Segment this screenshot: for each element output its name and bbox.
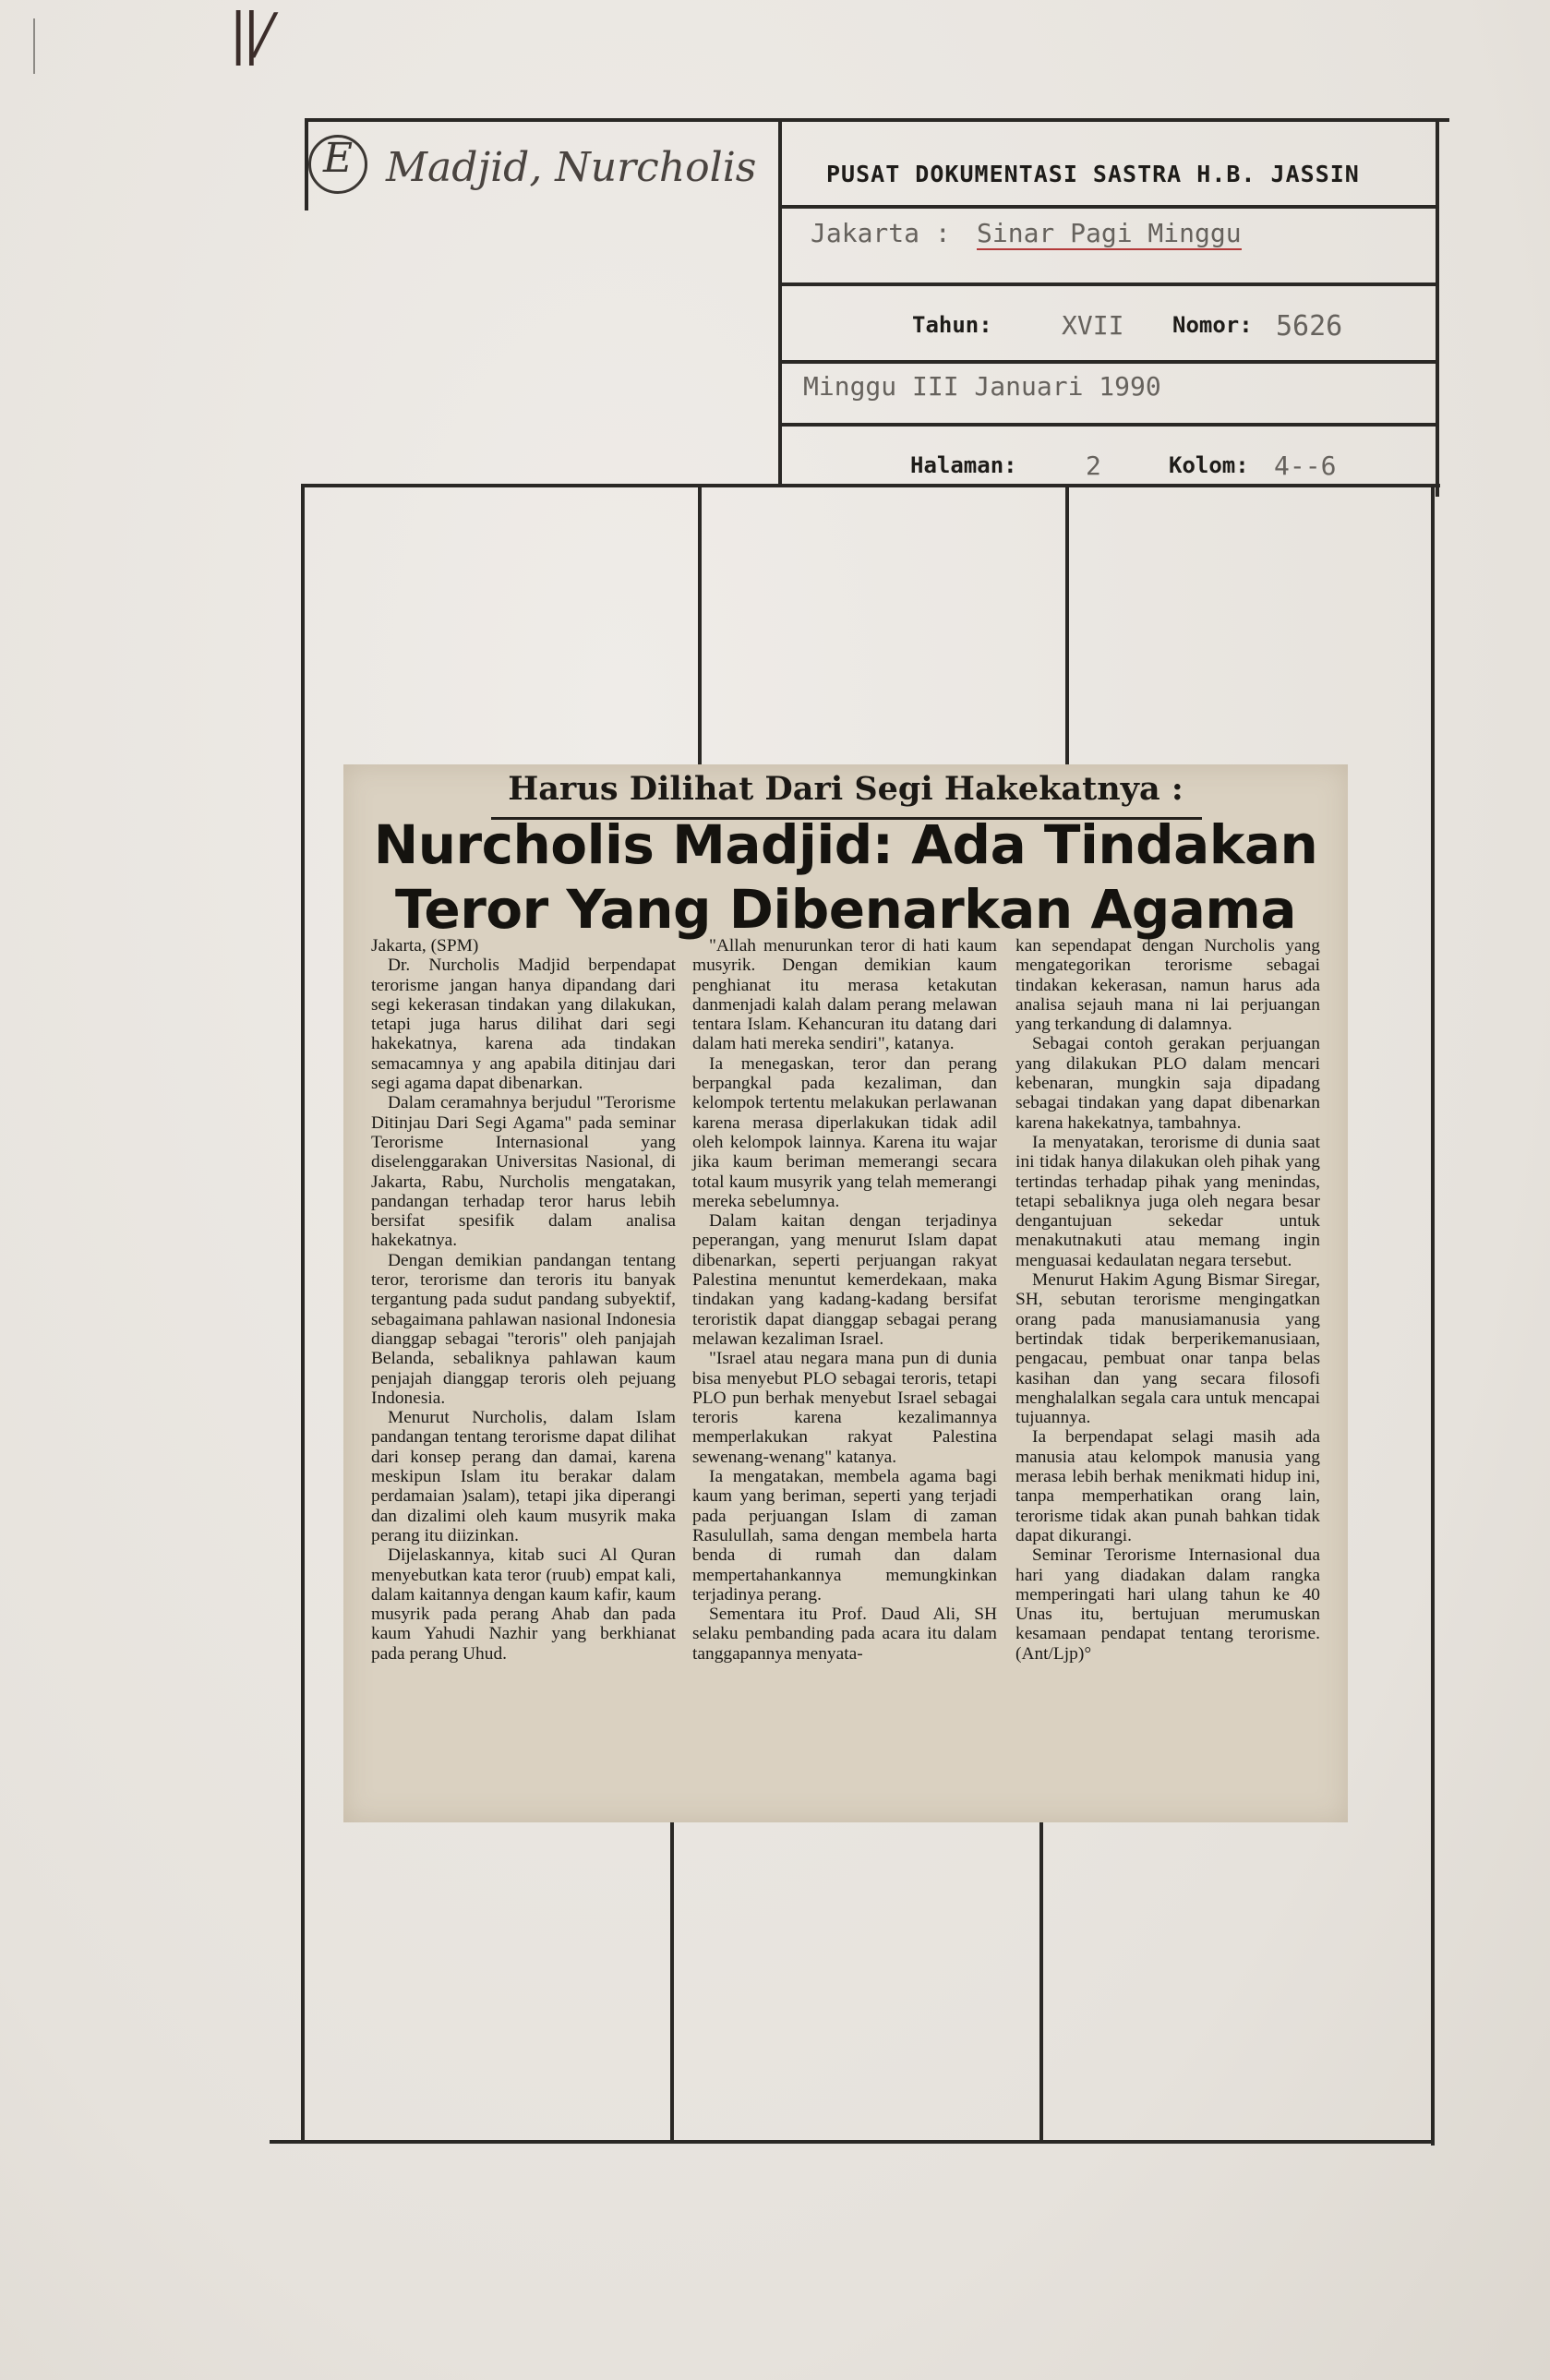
paragraph: Dalam kaitan dengan terjadinya peperangan, yang menurut Islam dapat dibenarkan, seperti perjuangan rakyat Palestina menuntut kemerdekaan, maka tindakan yang kadang-kadang bersifat teroristik dapat dianggap sebagai perang melawan kezaliman Israel. <box>692 1211 997 1349</box>
frame-column-divider-2 <box>1065 484 1069 770</box>
frame-top-rule <box>301 484 1440 487</box>
category-letter: E <box>323 135 354 182</box>
article-headline <box>343 812 1348 942</box>
paragraph: Dr. Nurcholis Madjid berpendapat terorisme jangan hanya dipandang dari segi kekerasan tindakan yang dilakukan, tetapi juga harus dilihat dari segi hakekatnya, karena ada tindakan semacamnya y ang apabila ditinjau dari segi agama dapat dibenarkan. <box>371 956 676 1094</box>
rule-tahun <box>778 360 1436 364</box>
paragraph: Ia berpendapat selagi masih ada manusia atau kelompok manusia yang merasa lebih berhak menikmati hidup ini, tanpa memperhatikan orang lain, terorisme tidak akan punah bahkan tidak dapat dikurangi. <box>1015 1427 1320 1545</box>
nomor-value: 5626 <box>1276 310 1343 343</box>
header-divider <box>778 118 782 484</box>
paragraph: Seminar Terorisme Internasional dua hari yang diadakan dalam rangka memperingati hari ulang tahun ke 40 Unas itu, bertujuan merumuskan kesamaan pendapat tentang terorisme. (Ant/Ljp)° <box>1015 1545 1320 1664</box>
headline-line-1: Nurcholis Madjid: Ada Tindakan <box>373 813 1318 876</box>
article-column-1 <box>371 936 676 1664</box>
rule-publication <box>778 282 1436 286</box>
halaman-value: 2 <box>1086 451 1101 481</box>
dateline: Jakarta, (SPM) <box>371 936 479 956</box>
publication-name: Sinar Pagi Minggu <box>977 218 1242 248</box>
kolom-label: Kolom: <box>1169 452 1249 478</box>
frame-column-divider-1 <box>698 484 702 770</box>
city-label: Jakarta : <box>811 218 951 248</box>
frame-column-divider-2-lower <box>1039 1819 1043 2142</box>
frame-right-border <box>1431 484 1435 2146</box>
frame-left-border <box>301 484 305 2142</box>
institution-name: PUSAT DOKUMENTASI SASTRA H.B. JASSIN <box>826 161 1360 187</box>
halaman-label: Halaman: <box>910 452 1017 478</box>
paragraph: Sebagai contoh gerakan perjuangan yang dilakukan PLO dalam mencari kebenaran, mungkin saja dipadang sebagai tindakan yang dapat dibenarkan karena hakekatnya, tambahnya. <box>1015 1034 1320 1133</box>
rule-date <box>778 423 1436 427</box>
frame-column-divider-1-lower <box>670 1819 674 2142</box>
paragraph: Ia mengatakan, membela agama bagi kaum yang beriman, seperti yang terjadi pada perjuangan Islam di zaman Rasulullah, sama dengan membela harta benda di rumah dan dalam mempertahankannya memungkinkan terjadinya perang. <box>692 1467 997 1605</box>
header-right-border <box>1436 118 1439 497</box>
headline-line-2: Teror Yang Dibenarkan Agama <box>395 878 1296 941</box>
paragraph: Sementara itu Prof. Daud Ali, SH selaku pembanding pada acara itu dalam tanggapannya menyata- <box>692 1605 997 1664</box>
article-kicker: Harus Dilihat Dari Segi Hakekatnya : <box>508 770 1184 808</box>
rule-institution <box>778 205 1436 209</box>
paragraph: Menurut Nurcholis, dalam Islam pandangan tentang terorisme dapat dilihat dari konsep perang dan damai, karena meskipun Islam itu berakar dalam perdamaian )salam), tetapi jika diperangi dan dizalimi oleh kaum musyrik maka perang itu diizinkan. <box>371 1408 676 1545</box>
frame-bottom-rule <box>270 2140 1435 2144</box>
tahun-value: XVII <box>1062 310 1124 341</box>
tahun-label: Tahun: <box>912 312 992 338</box>
issue-date: Minggu III Januari 1990 <box>803 371 1161 402</box>
paragraph: Ia menegaskan, teror dan perang berpangkal pada kezaliman, dan kelompok tertentu melakukan perlawanan karena merasa diperlakukan tidak adil oleh kelompok lainnya. Karena itu wajar jika kaum beriman memerangi secara total kaum musyrik yang telah memerangi mereka sebelumnya. <box>692 1053 997 1211</box>
handwritten-author-name: Madjid, Nurcholis <box>386 144 757 191</box>
paragraph: Dalam ceramahnya berjudul "Terorisme Ditinjau Dari Segi Agama" pada seminar Terorisme Internasional yang diselenggarakan Universitas Nasional, di Jakarta, Rabu, Nurcholis mengatakan, pandangan terhadap teror harus lebih bersifat spesifik dalam analisa hakekatnya. <box>371 1093 676 1251</box>
newspaper-clipping <box>343 764 1348 1822</box>
kolom-value: 4--6 <box>1274 451 1337 481</box>
paragraph: "Allah menurunkan teror di hati kaum musyrik. Dengan demikian kaum penghianat itu merasa ketakutan danmenjadi kalah dalam perang melawan tentara Islam. Kehancuran itu datang dari dalam hati mereka sendiri", katanya. <box>692 936 997 1054</box>
paragraph: "Israel atau negara mana pun di dunia bisa menyebut PLO sebagai teroris, tetapi PLO pun berhak menyebut Israel sebagai teroris karena kezalimannya memperlakukan rakyat Palestina sewenang-wenang" katanya. <box>692 1349 997 1467</box>
paragraph: Dijelaskannya, kitab suci Al Quran menyebutkan kata teror (ruub) empat kali, dalam kaitannya dengan kaum kafir, kaum musyrik pada perang Ahab dan pada kaum Yahudi Nazhir yang berkhianat pada perang Uhud. <box>371 1545 676 1664</box>
paragraph: Dengan demikian pandangan tentang teror, terorisme dan teroris itu banyak tergantung pada sudut pandang subyektif, sebagaimana pahlawan nasional Indonesia dianggap sebagai "teroris" oleh panjajah Belanda, sebaliknya pahlawan kaum penjajah dianggap teroris oleh pejuang Indonesia. <box>371 1250 676 1408</box>
handwritten-tally-mark: ||/ <box>229 2 269 66</box>
article-column-3 <box>1015 936 1320 1664</box>
margin-tick <box>33 18 35 74</box>
nomor-label: Nomor: <box>1172 312 1253 338</box>
paragraph: Menurut Hakim Agung Bismar Siregar, SH, sebutan terorisme mengingatkan orang pada manusiamanusia yang bertindak tidak berperikemanusiaan, pengacau, pembuat onar tanpa belas kasihan dan yang secara filosofi menghalalkan segala cara untuk mencapai tujuannya. <box>1015 1270 1320 1428</box>
header-top-rule <box>305 118 1449 122</box>
paragraph: Ia menyatakan, terorisme di dunia saat ini tidak hanya dilakukan oleh pihak yang tertindas terhadap pihak yang menindas, tetapi sebaliknya juga oleh negara besar dengantujuan sekedar untuk menakutnakuti atau memang ingin menguasai kedaulatan negara tersebut. <box>1015 1132 1320 1270</box>
paragraph: kan sependapat dengan Nurcholis yang mengategorikan terorisme sebagai tindakan kekerasan, namun harus ada analisa sejauh mana ni lai perjuangan yang terkandung di dalamnya. <box>1015 936 1320 1035</box>
article-column-2 <box>692 936 997 1664</box>
